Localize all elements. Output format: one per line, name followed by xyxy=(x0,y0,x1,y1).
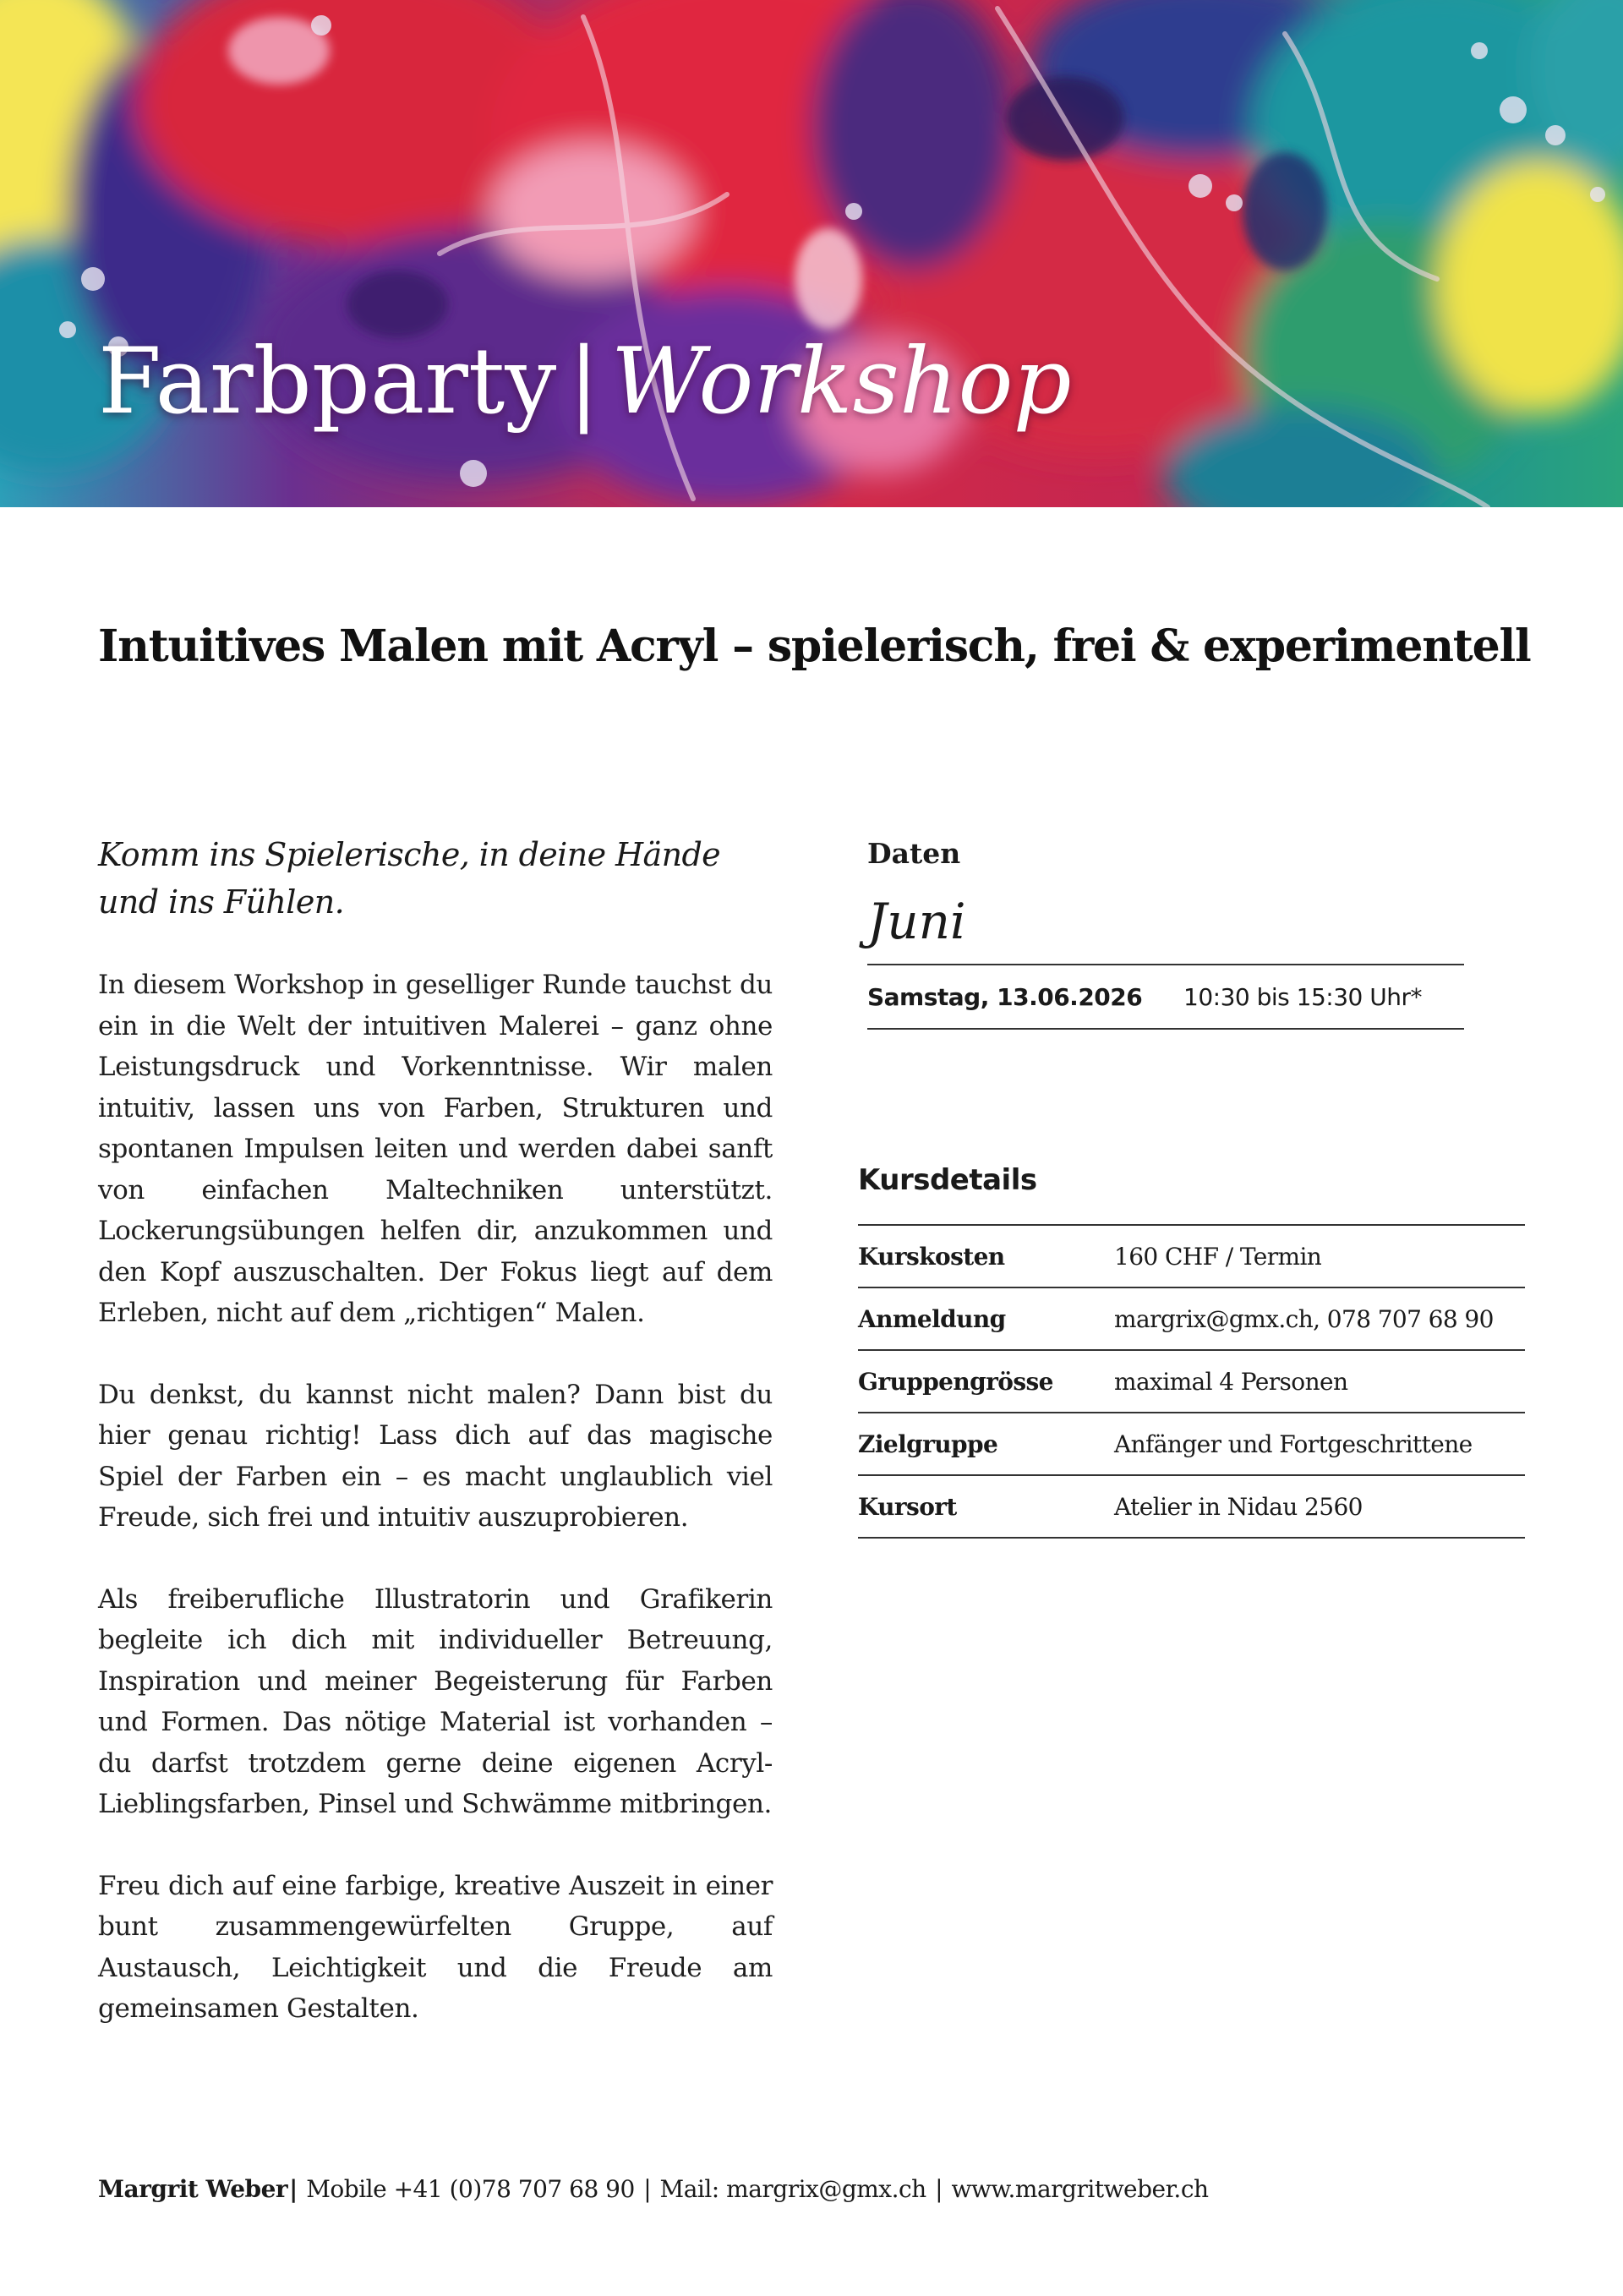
course-row-registration xyxy=(858,1288,1525,1351)
header-title xyxy=(98,329,1072,435)
footer-separator: | xyxy=(289,2175,298,2203)
course-row-cost xyxy=(858,1226,1525,1288)
footer-separator: | xyxy=(935,2175,943,2203)
intro-line-1: Komm ins Spielerische, in deine Hände xyxy=(98,836,721,873)
course-value: margrix@gmx.ch, 078 707 68 90 xyxy=(1114,1304,1494,1333)
course-label: Kursort xyxy=(858,1492,957,1521)
course-row-location xyxy=(858,1476,1525,1539)
date-time: 10:30 bis 15:30 Uhr* xyxy=(1183,982,1422,1011)
course-label: Gruppengrösse xyxy=(858,1367,1053,1396)
course-details-section xyxy=(858,1155,1525,1539)
date-day: Samstag, 13.06.2026 xyxy=(867,982,1143,1011)
footer-mail: Mail: margrix@gmx.ch xyxy=(659,2175,926,2203)
course-label: Zielgruppe xyxy=(858,1430,998,1458)
dates-section xyxy=(867,834,1464,1030)
dates-heading: Daten xyxy=(867,837,961,870)
footer-mobile: Mobile +41 (0)78 707 68 90 xyxy=(306,2175,635,2203)
course-row-group-size xyxy=(858,1351,1525,1413)
footer-website: www.margritweber.ch xyxy=(951,2175,1209,2203)
footer-name: Margrit Weber xyxy=(98,2175,288,2203)
date-row xyxy=(867,964,1464,1030)
course-row-target-group xyxy=(858,1413,1525,1476)
header-title-italic: Workshop xyxy=(610,329,1072,435)
course-value: 160 CHF / Termin xyxy=(1114,1242,1322,1271)
dates-month: Juni xyxy=(867,893,966,950)
header-title-main: Farbparty xyxy=(98,329,557,435)
course-label: Kurskosten xyxy=(858,1242,1005,1271)
footer-contact xyxy=(98,2173,1209,2206)
paragraph-4: Freu dich auf eine farbige, kreative Auszeit in einer bunt zusammengewürfelten Gruppe, auf Austausch, Leichtigkeit und die Freude am gemeinsamen Gestalten. xyxy=(98,1870,773,2024)
footer-separator: | xyxy=(643,2175,652,2203)
header-painting xyxy=(0,0,1623,507)
description-column xyxy=(98,831,773,2070)
course-value: Anfänger und Fortgeschrittene xyxy=(1114,1430,1473,1458)
paragraph-3: Als freiberufliche Illustratorin und Grafikerin begleite ich dich mit individueller Betreuung, Inspiration und meiner Begeisterung für Farben und Formen. Das nötige Material ist vorhanden – du darfst trotzdem gerne deine eigenen Acryl-Lieblingsfarben, Pinsel und Schwämme mitbringen. xyxy=(98,1583,773,1819)
paragraph-1: In diesem Workshop in geselliger Runde tauchst du ein in die Welt der intuitiven Malerei – ganz ohne Leistungsdruck und Vorkenntnisse. Wir malen intuitiv, lassen uns von Farben, Strukturen und spontanen Impulsen leiten und werden dabei sanft von einfachen Maltechniken unterstützt. Lockerungsübungen helfen dir, anzukommen und den Kopf auszuschalten. Der Fokus liegt auf dem Erleben, nicht auf dem „richtigen“ Malen. xyxy=(98,970,773,1328)
course-value: Atelier in Nidau 2560 xyxy=(1114,1492,1363,1521)
course-details-heading: Kursdetails xyxy=(858,1163,1037,1197)
headline: Intuitives Malen mit Acryl – spielerisch, frei & experimentell xyxy=(98,620,1531,672)
intro-line-2: und ins Fühlen. xyxy=(98,883,345,921)
course-details-table xyxy=(858,1224,1525,1539)
header-title-separator: | xyxy=(568,329,599,435)
course-label: Anmeldung xyxy=(858,1304,1006,1333)
course-value: maximal 4 Personen xyxy=(1114,1367,1348,1396)
paragraph-2: Du denkst, du kannst nicht malen? Dann bist du hier genau richtig! Lass dich auf das magische Spiel der Farben ein – es macht unglaublich viel Freude, sich frei und intuitiv auszuprobieren. xyxy=(98,1379,773,1533)
intro-text xyxy=(98,831,773,926)
